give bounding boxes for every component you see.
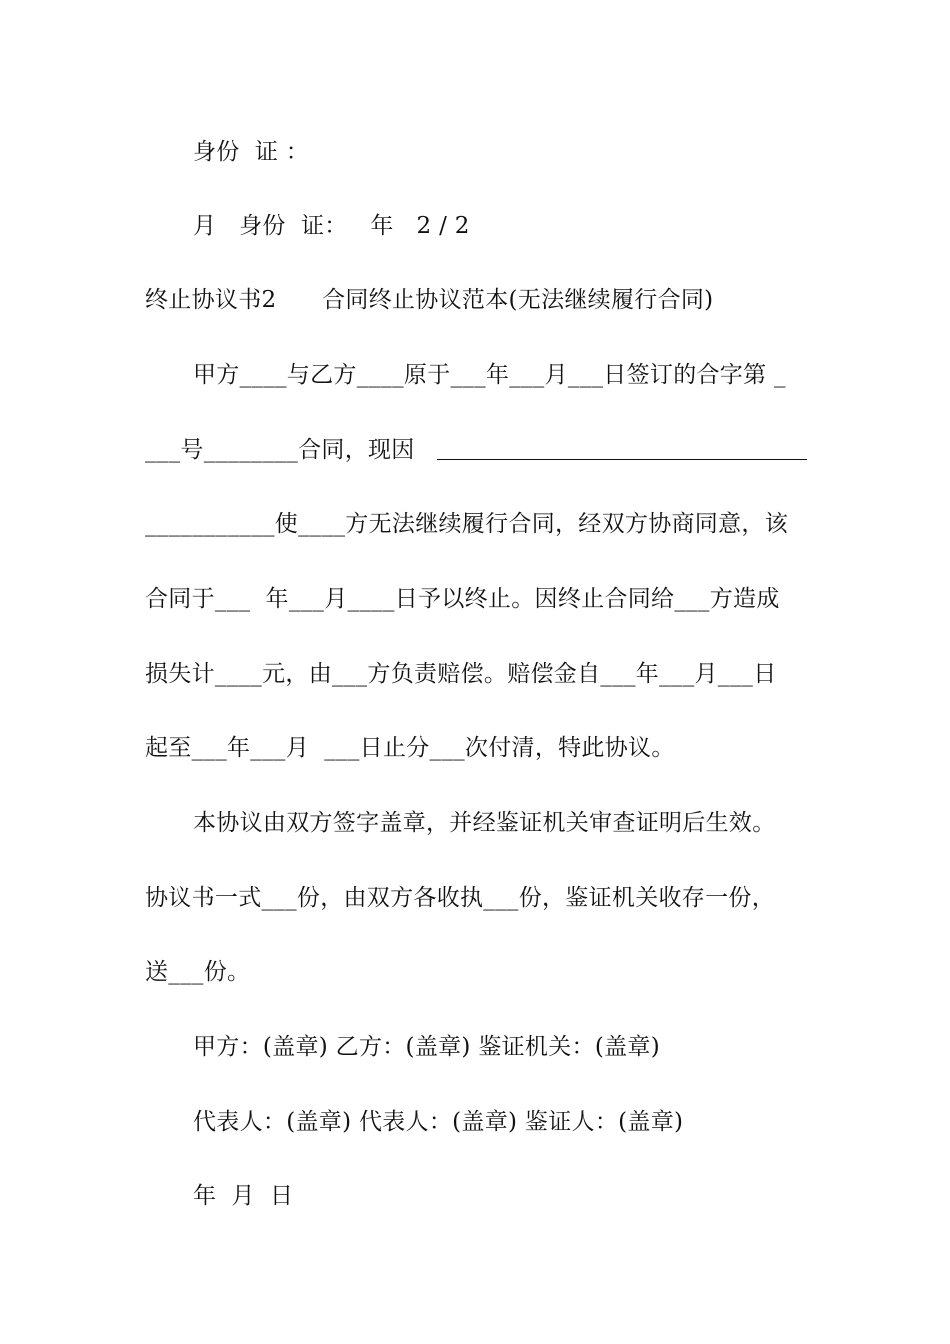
validity-paragraph-line-2: 协议书一式___份，由双方各收执___份，鉴证机关收存一份， [145,885,775,911]
reason-blank-underline [437,459,807,460]
signature-representative-line: 代表人：(盖章) 代表人：(盖章) 鉴证人：(盖章) [193,1109,684,1135]
signature-party-line: 甲方：(盖章) 乙方：(盖章) 鉴证机关：(盖章) [193,1034,660,1060]
signature-date-line: 年 月 日 [193,1183,294,1209]
validity-paragraph-line-3: 送___份。 [145,959,251,985]
body-paragraph-line-4: 合同于___ 年___月____日予以终止。因终止合同给___方造成 [145,586,780,612]
body-paragraph-line-1: 甲方____与乙方____原于___年___月___日签订的合字第 _ [193,362,786,388]
page-footer-line: 月 身份 证： 年 2 / 2 [193,213,470,239]
validity-paragraph-line-1: 本协议由双方签字盖章，并经鉴证机关审查证明后生效。 [193,810,776,836]
document-title: 终止协议书2 合同终止协议范本(无法继续履行合同) [145,287,714,313]
body-paragraph-line-2: ___号________合同，现因 [145,437,423,463]
body-paragraph-line-3: ___________使____方无法继续履行合同，经双方协商同意，该 [145,511,788,537]
body-paragraph-line-6: 起至___年___月 ___日止分___次付清，特此协议。 [145,735,675,761]
id-card-line: 身份 证 ： [193,139,310,165]
body-paragraph-line-5: 损失计____元，由___方负责赔偿。赔偿金自___年___月___日 [145,661,777,687]
